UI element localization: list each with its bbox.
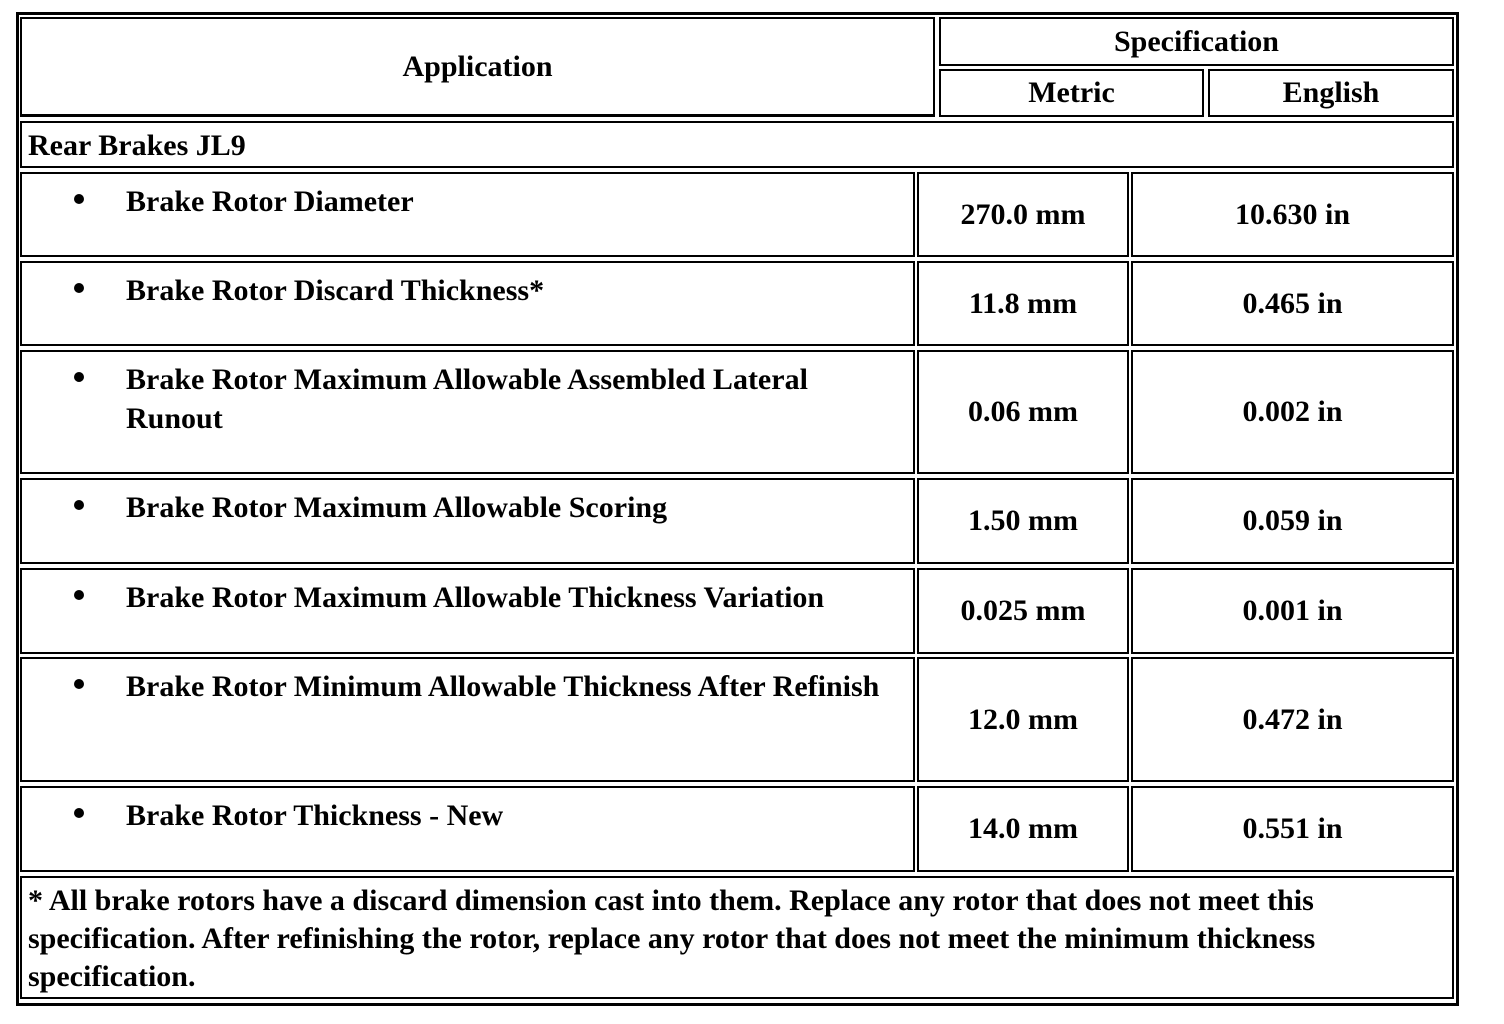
row-english: 0.002 in — [1242, 395, 1343, 428]
row-application-cell — [20, 172, 915, 257]
row-english: 10.630 in — [1234, 197, 1351, 231]
footnote-row — [20, 876, 1454, 999]
row-application: Brake Rotor Thickness - New — [126, 799, 504, 832]
row-application-cell — [20, 568, 915, 654]
bullet-icon — [74, 808, 84, 818]
row-english-cell — [1131, 568, 1454, 654]
row-metric: 0.025 mm — [960, 594, 1086, 627]
row-english-cell — [1131, 172, 1454, 257]
row-application: Brake Rotor Minimum Allowable Thickness After Refinish — [126, 670, 880, 703]
row-metric-cell — [917, 657, 1129, 782]
header-application — [20, 17, 935, 117]
header-specification-label: Specification — [1114, 24, 1279, 58]
row-english-cell — [1131, 350, 1454, 474]
row-english: 0.001 in — [1242, 594, 1343, 627]
header-application-label: Application — [402, 49, 553, 83]
bullet-icon — [74, 372, 84, 382]
row-english-cell — [1131, 786, 1454, 872]
row-application-cell — [20, 478, 915, 564]
row-metric: 14.0 mm — [968, 812, 1078, 845]
row-metric: 12.0 mm — [968, 702, 1078, 736]
section-row — [20, 121, 1454, 168]
row-metric-cell — [917, 786, 1129, 872]
row-application-cell — [20, 786, 915, 872]
header-specification — [939, 17, 1454, 66]
row-metric: 270.0 mm — [960, 197, 1086, 231]
row-metric-cell — [917, 350, 1129, 474]
row-application-cell — [20, 261, 915, 346]
bullet-icon — [74, 590, 84, 600]
row-english: 0.465 in — [1242, 286, 1343, 320]
row-metric-cell — [917, 261, 1129, 346]
row-english-cell — [1131, 478, 1454, 564]
row-english: 0.551 in — [1242, 812, 1343, 845]
row-metric-cell — [917, 172, 1129, 257]
row-application: Brake Rotor Maximum Allowable Assembled Lateral Runout — [126, 363, 808, 435]
row-application-cell — [20, 657, 915, 782]
bullet-icon — [74, 679, 84, 689]
row-application: Brake Rotor Discard Thickness* — [126, 274, 545, 307]
row-metric: 0.06 mm — [968, 395, 1078, 428]
bullet-icon — [74, 283, 84, 293]
bullet-icon — [74, 500, 84, 510]
row-metric-cell — [917, 568, 1129, 654]
bullet-icon — [74, 194, 84, 204]
row-application: Brake Rotor Maximum Allowable Scoring — [126, 491, 668, 524]
row-application: Brake Rotor Diameter — [126, 185, 414, 218]
row-application-cell — [20, 350, 915, 474]
header-metric-label: Metric — [1028, 76, 1115, 109]
header-english-label: English — [1282, 76, 1380, 109]
row-english: 0.472 in — [1242, 702, 1343, 736]
footnote: * All brake rotors have a discard dimension cast into them. Replace any rotor that does not meet this specification. After refinishing the rotor, replace any rotor that does not meet the minimum thickness specification. — [28, 884, 1316, 993]
row-english: 0.059 in — [1242, 504, 1343, 537]
header-english — [1208, 69, 1454, 117]
row-english-cell — [1131, 261, 1454, 346]
row-application: Brake Rotor Maximum Allowable Thickness Variation — [126, 581, 825, 614]
row-metric: 11.8 mm — [968, 286, 1078, 320]
row-metric-cell — [917, 478, 1129, 564]
row-english-cell — [1131, 657, 1454, 782]
section-title: Rear Brakes JL9 — [28, 129, 246, 162]
row-metric: 1.50 mm — [968, 504, 1078, 537]
header-metric — [939, 69, 1204, 117]
